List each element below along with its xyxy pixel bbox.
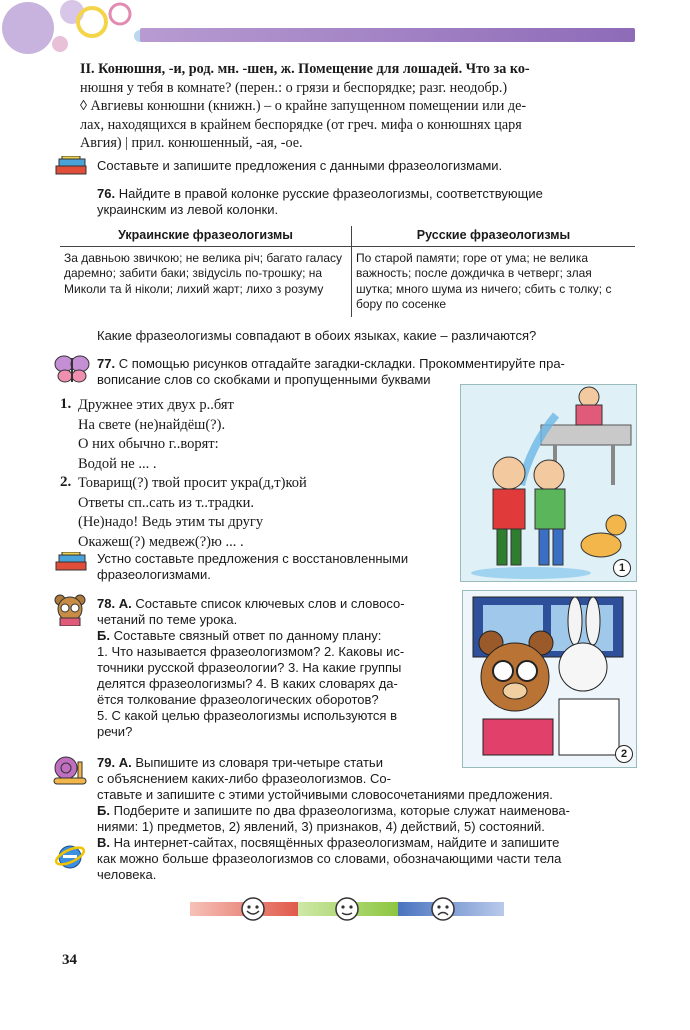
question-76: Какие фразеологизмы совпадают в обоих языках, какие – различаются? [97, 328, 537, 343]
riddle-line: (Не)надо! Ведь этим ты другу [78, 514, 264, 530]
exercise-78 [97, 596, 443, 740]
exercise-number: 77. [97, 356, 116, 371]
exercise-text: украинским из левой колонки. [97, 202, 279, 217]
exercise-number: 79. [97, 755, 116, 770]
table-cell-ukrainian: За давньою звичкою; не велика річ; багато галасу даремно; забити баки; звідусіль по-трошку; на Миколи та й ніколи; лихий жарт; лихо з розуму [60, 246, 352, 317]
boys-illustration [461, 385, 636, 581]
exercise-text: речи? [97, 724, 133, 739]
neutral-face-icon [334, 896, 360, 922]
exercise-76 [97, 186, 637, 218]
table-cell-russian: По старой памяти; горе от ума; не велика важность; после дождичка в четверг; злая шутка; много шума из ничего; сбить с толку; с бору по сосенке [356, 250, 612, 311]
illustration-bear-rabbit [462, 590, 637, 768]
dictionary-line: нюшня у тебя в комнате? (перен.: о грязи и беспорядке; разг. неодобр.) [80, 79, 508, 96]
dictionary-line: Авгия) | прил. конюшенный, -ая, -ое. [80, 135, 303, 151]
part-label: А. [118, 755, 132, 770]
header-bar [140, 28, 635, 42]
exercise-text: Составьте список ключевых слов и словосо- [135, 596, 405, 611]
exercise-text: четаний по теме урока. [97, 612, 238, 627]
exercise-text: точники русской фразеологии? 3. На какие группы [97, 660, 402, 675]
task-oral [97, 551, 408, 583]
part-label: Б. [97, 803, 110, 818]
books-icon [54, 552, 90, 574]
bear-rabbit-illustration [463, 591, 636, 767]
dictionary-line: ◊ Авгиевы конюшни (книжн.) – о крайне запущенном помещении или де- [80, 98, 527, 114]
dictionary-line: II. Конюшня, -и, род. мн. -шен, ж. Помещение для лошадей. Что за ко- [80, 61, 530, 77]
phraseology-table [60, 226, 635, 317]
riddle-line: Товарищ(?) твой просит укра(д,т)кой [78, 475, 307, 491]
riddle-line: О них обычно г..ворят: [78, 436, 219, 452]
books-icon [54, 156, 90, 178]
task-write: Составьте и запишите предложения с данными фразеологизмами. [97, 158, 503, 173]
sad-face-icon [430, 896, 456, 922]
exercise-text: ниями: 1) предметов, 2) явлений, 3) признаков, 4) действий, 5) состояний. [97, 819, 545, 834]
exercise-text: вописание слов со скобками и пропущенными буквами [97, 372, 431, 387]
task-oral-line: фразеологизмами. [97, 567, 211, 582]
exercise-number: 76. [97, 186, 116, 201]
exercise-text: с объяснением каких-либо фразеологизмов. Со- [97, 771, 391, 786]
part-label: Б. [97, 628, 110, 643]
table-header-left: Украинские фразеологизмы [60, 226, 352, 246]
exercise-text: С помощью рисунков отгадайте загадки-складки. Прокомментируйте пра- [118, 356, 565, 371]
riddle-line: Дружнее этих двух р..бят [78, 397, 234, 413]
exercise-79 [97, 755, 637, 883]
picture-number: 2 [615, 745, 633, 763]
dictionary-entry [80, 60, 636, 153]
butterfly-icon [54, 354, 90, 384]
illustration-boys-water [460, 384, 637, 582]
bear-icon [52, 594, 88, 626]
exercise-text: делятся фразеологизмы? 4. В каких словарях да- [97, 676, 398, 691]
exercise-text: 1. Что называется фразеологизмом? 2. Каковы ис- [97, 644, 405, 659]
exercise-text: На интернет-сайтах, посвящённых фразеологизмам, найдите и запишите [113, 835, 560, 850]
part-label: А. [118, 596, 132, 611]
exercise-text: человека. [97, 867, 157, 882]
header-decoration [0, 0, 160, 60]
table-header-right: Русские фразеологизмы [352, 226, 636, 246]
exercise-text: Подберите и запишите по два фразеологизма, которые служат наименова- [113, 803, 570, 818]
page-number: 34 [62, 952, 77, 968]
exercise-text: ётся толкование фразеологических оборотов? [97, 692, 379, 707]
exercise-number: 78. [97, 596, 116, 611]
riddle-line: Окажеш(?) медвеж(?)ю ... . [78, 533, 244, 550]
happy-face-icon [240, 896, 266, 922]
exercise-text: как можно больше фразеологизмов со словами, обозначающими части тела [97, 851, 562, 866]
picture-number: 1 [613, 559, 631, 577]
exercise-text: Найдите в правой колонке русские фразеологизмы, соответствующие [118, 186, 543, 201]
part-label: В. [97, 835, 110, 850]
internet-explorer-icon [54, 840, 86, 872]
riddle-line: Ответы сп..сать из т..традки. [78, 494, 255, 511]
riddle-line: На свете (не)найдёш(?). [78, 416, 226, 433]
task-oral-line: Устно составьте предложения с восстановленными [97, 551, 409, 566]
exercise-text: ставьте и запишите с этими устойчивыми словосочетаниями предложения. [97, 787, 553, 802]
snail-icon [52, 754, 88, 786]
exercise-text: Выпишите из словаря три-четыре статьи [135, 755, 383, 770]
riddle-number: 2. [60, 474, 72, 490]
dictionary-line: лах, находящихся в крайнем беспорядке (от греч. мифа о конюшнях царя [80, 116, 522, 133]
exercise-text: Составьте связный ответ по данному плану: [113, 628, 382, 643]
exercise-text: 5. С какой целью фразеологизмы используются в [97, 708, 397, 723]
riddle-number: 1. [60, 396, 72, 412]
riddle-line: Водой не ... . [78, 455, 157, 472]
